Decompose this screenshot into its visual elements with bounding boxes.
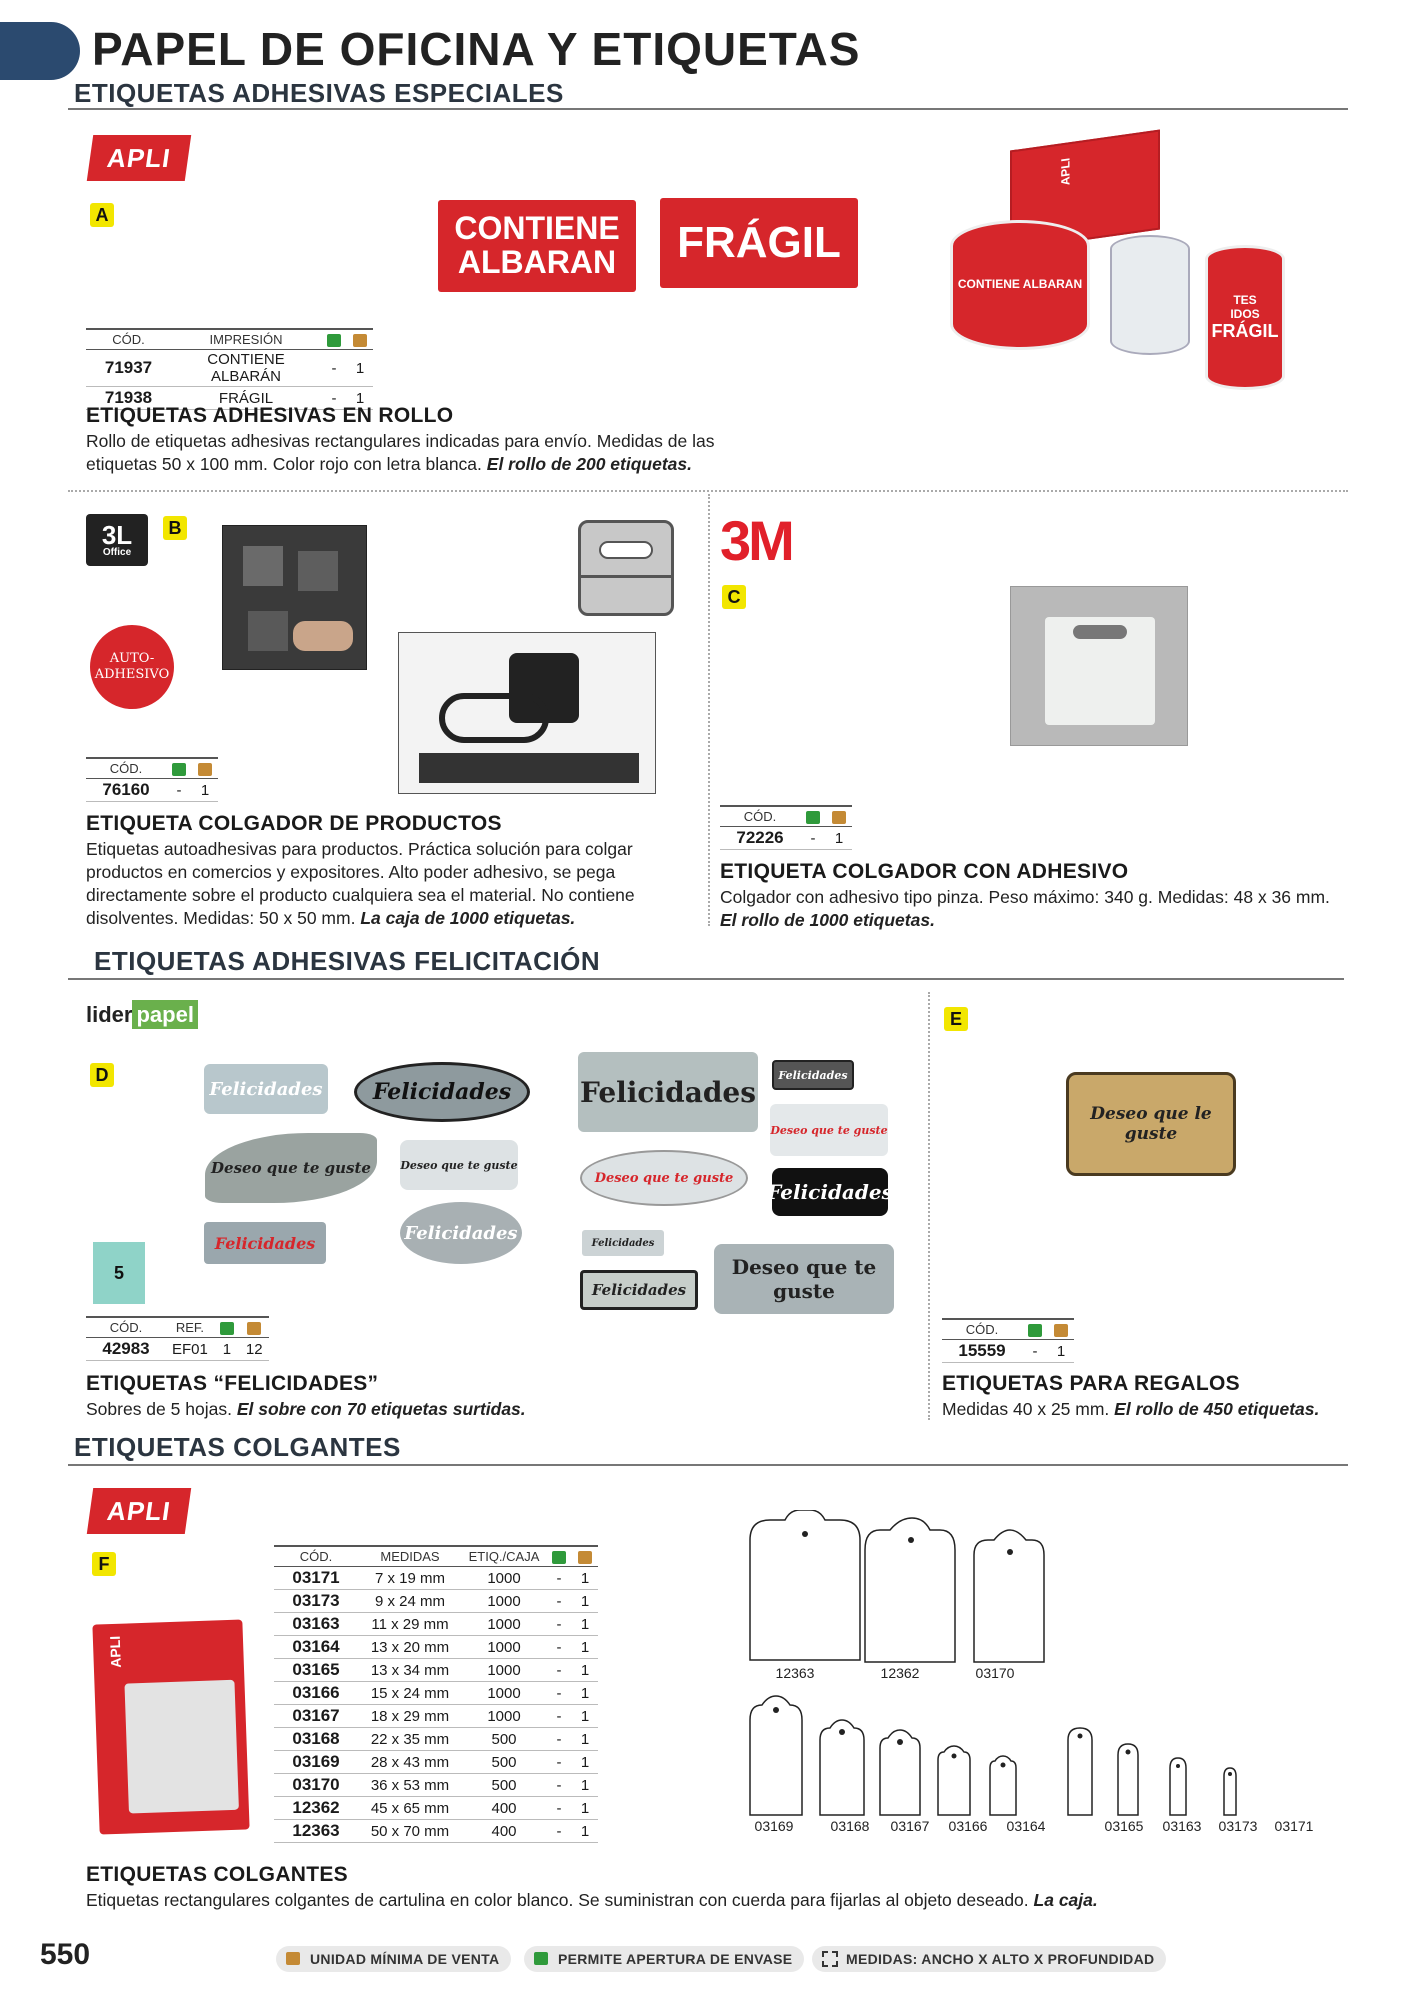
table-row: 03166 15 x 24 mm 1000 - 1 xyxy=(274,1682,598,1705)
product-desc-f: Etiquetas rectangulares colgantes de cartulina en color blanco. Se suministran con cuerda para fijarlas al objeto deseado. La caja. xyxy=(86,1890,1098,1910)
3m-logo: 3M xyxy=(720,509,792,572)
dimensions-icon xyxy=(822,1951,838,1967)
sticker-deseo: Deseo que te guste xyxy=(770,1104,888,1156)
col-impresion: IMPRESIÓN xyxy=(171,329,321,350)
roll-fragil-text-mid: IDOS xyxy=(1230,307,1260,321)
tag-label: 03170 xyxy=(975,1665,1015,1681)
table-row: 03167 18 x 29 mm 1000 - 1 xyxy=(274,1705,598,1728)
hanger-closeup-image xyxy=(398,632,656,794)
sticker-felicidades: Felicidades xyxy=(400,1202,522,1264)
badge-b: B xyxy=(163,516,187,540)
apli-logo: APLI xyxy=(87,135,191,181)
sticker-deseo-pergamino: Deseo que le guste xyxy=(1066,1072,1236,1176)
table-e: CÓD. 15559 - 1 xyxy=(942,1318,1074,1363)
sticker-deseo: Deseo que te guste xyxy=(400,1140,518,1190)
tag-label: 03171 xyxy=(1274,1818,1314,1834)
tag-label: 03173 xyxy=(1218,1818,1258,1834)
product-photo-display xyxy=(222,525,367,670)
label-rolls-image xyxy=(940,140,1320,400)
tag-label: 03166 xyxy=(948,1818,988,1834)
legend-dimensions: MEDIDAS: ANCHO X ALTO X PROFUNDIDAD xyxy=(812,1946,1166,1972)
legend-unit: UNIDAD MÍNIMA DE VENTA xyxy=(276,1946,511,1972)
3l-logo: 3L Office xyxy=(86,514,148,566)
open-package-icon xyxy=(220,1322,234,1335)
pack-brand: APLI xyxy=(106,1635,124,1669)
tag-label: 03167 xyxy=(890,1818,930,1834)
table-b: CÓD. 76160 - 1 xyxy=(86,757,218,802)
apli-logo: APLI xyxy=(87,1488,191,1534)
section-rule xyxy=(68,108,1348,110)
sticker-deseo: Deseo que te guste xyxy=(714,1244,894,1314)
table-c: CÓD. 72226 - 1 xyxy=(720,805,852,850)
box-icon xyxy=(247,1322,261,1335)
product-desc-a: Rollo de etiquetas adhesivas rectangulares indicadas para envío. Medidas de las etiquetas 50 x 100 mm. Color rojo con letra blanca. El rollo de 200 etiquetas. xyxy=(86,431,715,474)
hanger-tab-image xyxy=(578,520,674,616)
tag-label: 03165 xyxy=(1104,1818,1144,1834)
box-icon xyxy=(198,763,212,776)
badge-a: A xyxy=(90,203,114,227)
label-contiene-albaran: CONTIENE ALBARAN xyxy=(438,200,636,292)
table-row: 15559 - 1 xyxy=(942,1340,1074,1363)
sticker-deseo: Deseo que te guste xyxy=(205,1133,377,1203)
roll-albaran xyxy=(950,220,1090,350)
divider xyxy=(928,992,930,1420)
table-f: CÓD. MEDIDAS ETIQ./CAJA 03171 7 x 19 mm 1000 - 1 03173 9 x 24 mm 1000 - 1 03163 11 x 29 mm 1000 - 1 03164 13 x 20 mm 1000 - 1 03165 13 x 34 mm 1000 - 1 03166 15 x 24 mm 1000 - 1 03167 18 x 29 mm 1000 - 1 03168 22 x 35 mm 500 - 1 03169 28 x 43 mm 500 - 1 03170 36 x 53 mm 500 - 1 12362 45 x 65 mm 400 - 1 12363 50 x 70 mm 400 - 1 xyxy=(274,1545,598,1843)
table-a xyxy=(86,328,373,410)
box-icon xyxy=(286,1952,300,1965)
section-title-felicitacion: ETIQUETAS ADHESIVAS FELICITACIÓN xyxy=(94,946,601,976)
section-title-colgantes: ETIQUETAS COLGANTES xyxy=(74,1432,401,1462)
box-icon xyxy=(1054,1324,1068,1337)
tag-shape xyxy=(1118,1744,1138,1815)
roll-blank xyxy=(1110,235,1190,355)
product-title-e: ETIQUETAS PARA REGALOS xyxy=(942,1372,1240,1395)
badge-c: C xyxy=(722,585,746,609)
roll-fragil-text-top: TES xyxy=(1233,293,1257,307)
badge-f: F xyxy=(92,1552,116,1576)
table-row: 71938 FRÁGIL - 1 xyxy=(86,387,373,410)
open-package-icon xyxy=(534,1952,548,1965)
product-title-d: ETIQUETAS “FELICIDADES” xyxy=(86,1372,379,1395)
col-unit-icon xyxy=(347,329,373,350)
sticker-felicidades: Felicidades xyxy=(204,1064,328,1114)
tag-label: 03169 xyxy=(754,1818,794,1834)
product-desc-b: Etiquetas autoadhesivas para productos. Práctica solución para colgar productos en comercios y expositores. Alto poder adhesivo, se pega directamente sobre el producto cualquiera sea el material. No contiene disolventes. Medidas: 50 x 50 mm. La caja de 1000 etiquetas. xyxy=(86,839,635,928)
table-row: 03173 9 x 24 mm 1000 - 1 xyxy=(274,1590,598,1613)
section-rule xyxy=(68,978,1344,980)
table-row: 03168 22 x 35 mm 500 - 1 xyxy=(274,1728,598,1751)
product-desc-e: Medidas 40 x 25 mm. El rollo de 450 etiquetas. xyxy=(942,1399,1320,1419)
box-icon xyxy=(353,334,367,347)
roll-fragil-text: FRÁGIL xyxy=(1211,321,1279,341)
sticker-felicidades: Felicidades xyxy=(204,1222,326,1264)
pack-5-icon: 5 xyxy=(93,1242,145,1304)
sticker-felicidades: Felicidades xyxy=(354,1062,530,1122)
legend-open: PERMITE APERTURA DE ENVASE xyxy=(524,1946,804,1972)
col-open-icon xyxy=(321,329,347,350)
table-d: CÓD. REF. 42983 EF01 1 12 xyxy=(86,1316,269,1361)
roll-box-brand: APLI xyxy=(1058,157,1073,187)
table-row: 42983 EF01 1 12 xyxy=(86,1338,269,1361)
table-row: 12363 50 x 70 mm 400 - 1 xyxy=(274,1820,598,1843)
open-package-icon xyxy=(172,763,186,776)
tag-label: 12363 xyxy=(775,1665,815,1681)
page-number: 550 xyxy=(40,1938,91,1971)
badge-d: D xyxy=(90,1063,114,1087)
tag-label: 12362 xyxy=(880,1665,920,1681)
table-row: 03169 28 x 43 mm 500 - 1 xyxy=(274,1751,598,1774)
box-icon xyxy=(832,811,846,824)
product-desc-d: Sobres de 5 hojas. El sobre con 70 etiquetas surtidas. xyxy=(86,1399,526,1419)
sticker-felicidades: Felicidades xyxy=(580,1270,698,1310)
open-package-icon xyxy=(327,334,341,347)
open-package-icon xyxy=(1028,1324,1042,1337)
sticker-felicidades: Felicidades xyxy=(582,1230,664,1256)
table-row: 71937 CONTIENE ALBARÁN - 1 xyxy=(86,350,373,387)
sticker-deseo: Deseo que te guste xyxy=(580,1150,748,1206)
product-title-a: ETIQUETAS ADHESIVAS EN ROLLO xyxy=(86,404,454,427)
badge-e: E xyxy=(944,1007,968,1031)
sticker-felicidades: Felicidades xyxy=(578,1052,758,1132)
table-row: 76160 - 1 xyxy=(86,779,218,802)
divider xyxy=(708,494,710,926)
sticker-felicidades: Felicidades xyxy=(772,1168,888,1216)
product-title-b: ETIQUETA COLGADOR DE PRODUCTOS xyxy=(86,812,502,835)
box-icon xyxy=(578,1551,592,1564)
col-cod: CÓD. xyxy=(86,329,171,350)
table-row: 03163 11 x 29 mm 1000 - 1 xyxy=(274,1613,598,1636)
tag-label: 03163 xyxy=(1162,1818,1202,1834)
section-title-especiales: ETIQUETAS ADHESIVAS ESPECIALES xyxy=(74,78,564,108)
section-rule xyxy=(68,1464,1348,1466)
header-tab xyxy=(0,22,80,80)
page-title: PAPEL DE OFICINA Y ETIQUETAS xyxy=(92,23,861,75)
table-row: 03165 13 x 34 mm 1000 - 1 xyxy=(274,1659,598,1682)
open-package-icon xyxy=(552,1551,566,1564)
tag-shape xyxy=(1068,1728,1092,1815)
product-desc-c: Colgador con adhesivo tipo pinza. Peso máximo: 340 g. Medidas: 48 x 36 mm. El rollo de 1000 etiquetas. xyxy=(720,887,1330,930)
tag-label: 03164 xyxy=(1006,1818,1046,1834)
hang-tags-pack-image xyxy=(92,1619,249,1834)
open-package-icon xyxy=(806,811,820,824)
roll-fragil xyxy=(1205,245,1285,390)
tag-shape xyxy=(750,1696,802,1815)
product-title-f: ETIQUETAS COLGANTES xyxy=(86,1863,348,1886)
product-title-c: ETIQUETA COLGADOR CON ADHESIVO xyxy=(720,860,1129,883)
table-row: 72226 - 1 xyxy=(720,827,852,850)
table-row: 03164 13 x 20 mm 1000 - 1 xyxy=(274,1636,598,1659)
sticker-felicidades: Felicidades xyxy=(772,1060,854,1090)
divider xyxy=(68,490,1348,492)
roll-albaran-text: CONTIENE ALBARAN xyxy=(957,277,1083,292)
liderpapel-logo: lider papel xyxy=(86,1002,198,1028)
table-row: 03170 36 x 53 mm 500 - 1 xyxy=(274,1774,598,1797)
label-fragil: FRÁGIL xyxy=(660,198,858,288)
tag-label: 03168 xyxy=(830,1818,870,1834)
table-row: 03171 7 x 19 mm 1000 - 1 xyxy=(274,1567,598,1590)
hanger-adhesive-image xyxy=(1010,586,1188,746)
auto-adhesivo-sticker: AUTO-ADHESIVO xyxy=(90,625,174,709)
table-row: 12362 45 x 65 mm 400 - 1 xyxy=(274,1797,598,1820)
